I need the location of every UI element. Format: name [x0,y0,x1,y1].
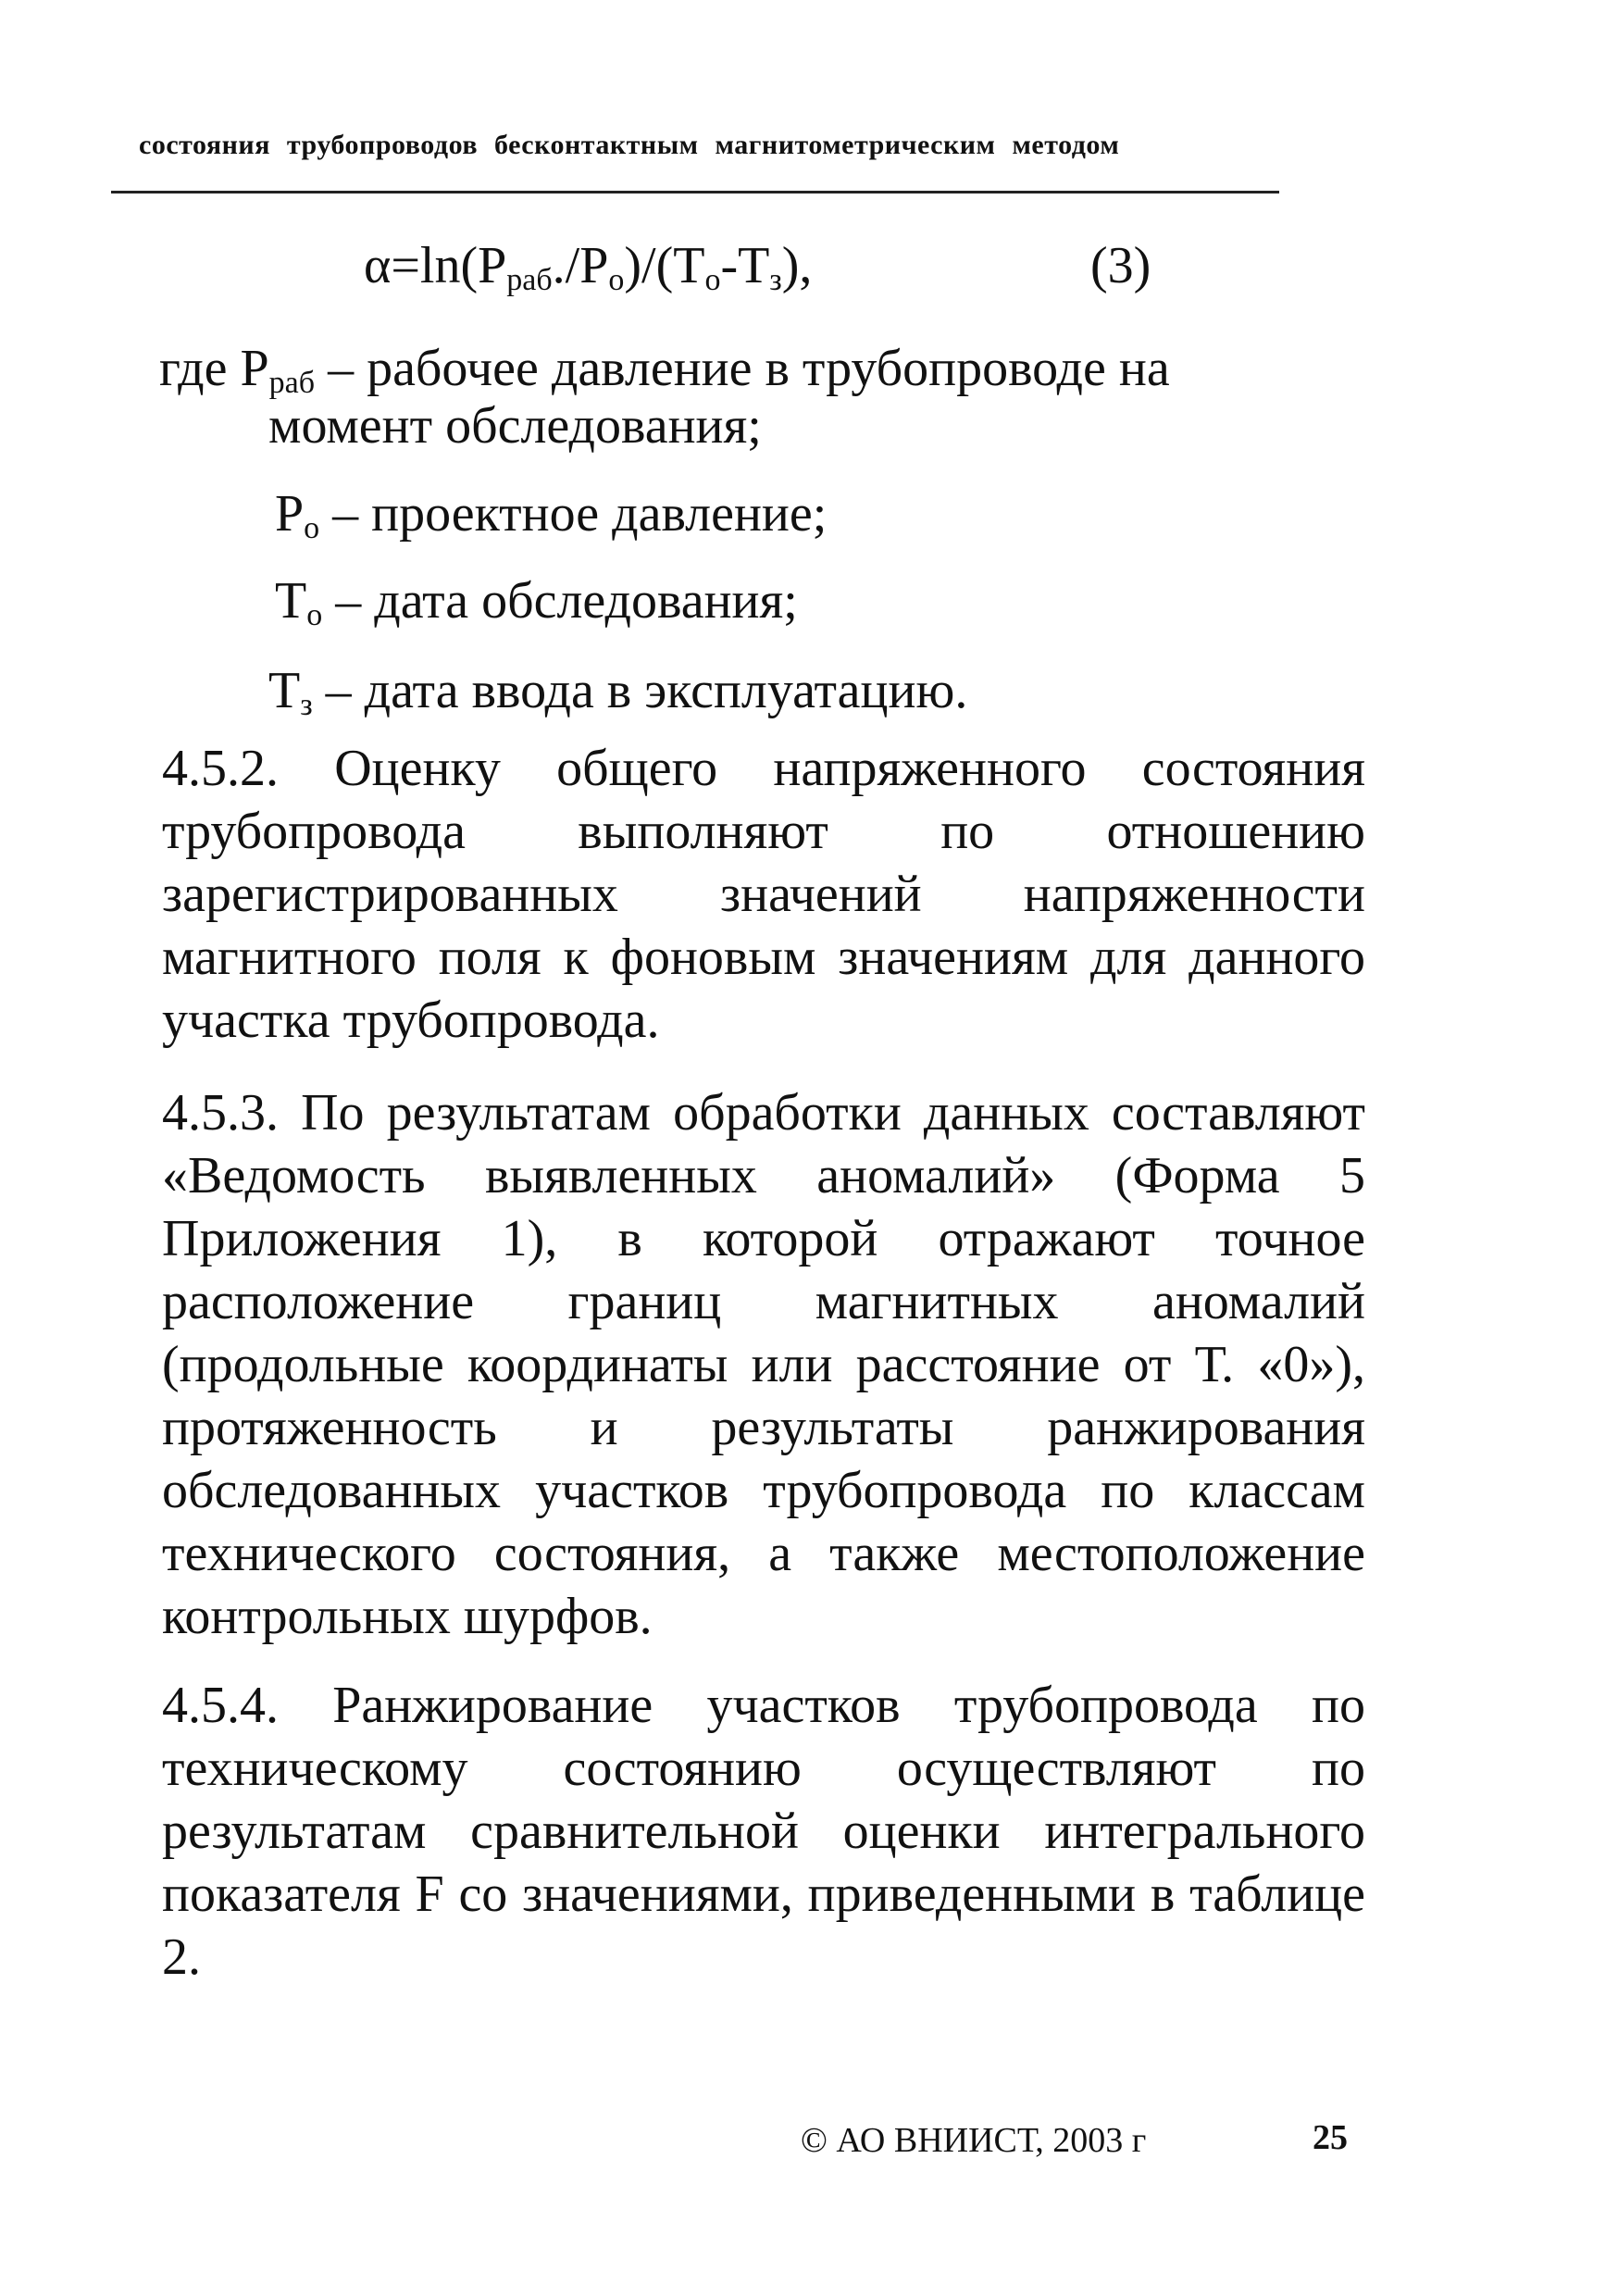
definition-line [268,397,762,455]
definition-symbol: где P [159,340,269,397]
header-rule [111,191,1279,193]
definition-line [275,485,828,545]
definition-line [275,572,798,632]
definition-text: – проектное давление; [319,485,828,543]
formula-row [0,236,1618,310]
definition-symbol: T [268,662,301,719]
definition-subscript: о [304,511,320,545]
footer-copyright: © АО ВНИИСТ, 2003 г [801,2121,1147,2160]
formula-sub: з [769,263,782,297]
definition-symbol: T [275,572,307,630]
formula-part: )/(T [624,237,705,294]
paragraph-4-5-2: 4.5.2. Оценку общего напряженного состояния трубопровода выполняют по отношению зарегистрированных значений напряженности магнитного поля к фоновым значениям для данного участка трубопровода. [162,740,1365,1049]
formula-part: -T [720,237,770,294]
definition-subscript: раб [268,366,316,400]
formula-number: (3) [1090,237,1151,294]
definition-text: момент обследования; [268,397,762,455]
definition-text: – рабочее давление в трубопроводе на [315,340,1170,397]
formula-part: α=ln(P [364,237,507,294]
paragraph-4-5-3: 4.5.3. По результатам обработки данных составляют «Ведомость выявленных аномалий» (Форма 5 Приложения 1), в которой отражают точное расположение границ магнитных аномалий (продольные координаты или расстояние от Т. «0»), протяженность и результаты ранжирования обследованных участков трубопровода по классам технического состояния, а также местоположение контрольных шурфов. [162,1084,1365,1645]
formula-sub: о [704,263,721,297]
page-number: 25 [1313,2118,1348,2157]
formula-sub: о [608,263,625,297]
definition-line [159,340,1170,400]
running-header: состояния трубопроводов бесконтактным магнитометрическим методом [139,130,1120,160]
formula-part: ./P [552,237,609,294]
paragraph-4-5-4: 4.5.4. Ранжирование участков трубопровода по техническому состоянию осуществляют по результатам сравнительной оценки интегрального показателя F со значениями, приведенными в таблице 2. [162,1677,1365,1986]
formula-alpha [364,236,812,295]
definition-line [268,662,968,722]
definition-subscript: о [306,598,323,632]
definition-text: – дата ввода в эксплуатацию. [312,662,968,719]
formula-part: ), [781,237,813,294]
definition-text: – дата обследования; [322,572,798,630]
formula-sub: раб [506,263,553,297]
definition-symbol: P [275,485,305,543]
definition-subscript: з [300,688,313,722]
